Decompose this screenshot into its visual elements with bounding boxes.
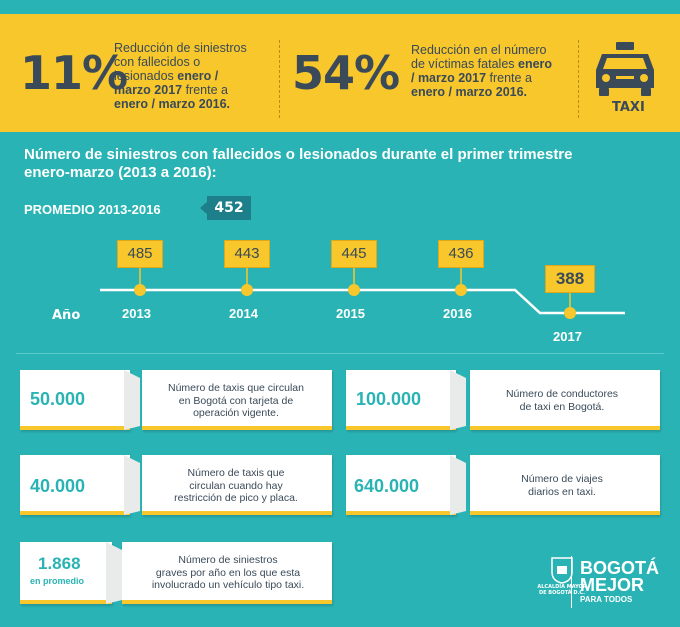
alcaldia-label: ALCALDÍA MAYOR DE BOGOTÁ D.C.: [537, 584, 587, 596]
logo-divider: [571, 556, 572, 608]
section-divider: [16, 353, 664, 354]
value-2017: 388: [545, 265, 595, 293]
card-description: Número de taxis que circulan cuando hay restricción de pico y placa.: [174, 467, 298, 504]
point-2017: [564, 307, 576, 319]
card-taxis-circulan: [20, 370, 332, 430]
value-2016: 436: [438, 240, 484, 268]
year-2017: 2017: [553, 329, 582, 344]
card-number-sub: en promedio: [30, 576, 85, 586]
year-2013: 2013: [122, 306, 151, 321]
point-2014: [241, 284, 253, 296]
value-2013: 485: [117, 240, 163, 268]
para-todos-label: PARA TODOS: [580, 595, 633, 604]
card-siniestros-graves: [20, 542, 332, 604]
stat-11-percent: 11%: [20, 46, 128, 100]
bogota-mejor-logo: BOGOTÁ MEJOR: [580, 558, 659, 595]
year-2015: 2015: [336, 306, 365, 321]
card-number: 40.000: [30, 476, 86, 496]
card-number: 640.000: [354, 476, 420, 496]
card-conductores: [346, 370, 660, 430]
card-pico-placa: [20, 455, 332, 515]
stat1-description: Reducción de siniestros con fallecidos o lesionados enero / marzo 2017 frente a enero / marzo 2016.: [114, 41, 247, 111]
card-description: Número de conductores de taxi en Bogotá.: [505, 388, 619, 413]
promedio-label: PROMEDIO 2013-2016: [24, 202, 161, 217]
stat2-description: Reducción en el número de víctimas fatales enero / marzo 2017 frente a enero / marzo 2016.: [411, 43, 553, 99]
point-2016: [455, 284, 467, 296]
card-number: 100.000: [356, 389, 422, 409]
point-2015: [348, 284, 360, 296]
value-2014: 443: [224, 240, 270, 268]
card-description: Número de taxis que circulan en Bogotá con tarjeta de operación vigente.: [168, 382, 304, 419]
anio-label: Año: [52, 308, 81, 323]
value-2015: 445: [331, 240, 377, 268]
card-viajes: [346, 455, 660, 515]
stat-54-percent: 54%: [292, 46, 400, 100]
year-2016: 2016: [443, 306, 472, 321]
taxi-label: TAXI: [612, 100, 645, 115]
point-2013: [134, 284, 146, 296]
card-description: Número de siniestros graves por año en los que esta involucrado un vehículo tipo taxi.: [151, 554, 305, 591]
card-number: 50.000: [30, 389, 86, 409]
promedio-value: 452: [207, 196, 251, 220]
card-description: Número de viajes diarios en taxi.: [521, 473, 603, 498]
section-title: Número de siniestros con fallecidos o lesionados durante el primer trimestre enero-marzo (2013 a 2016):: [24, 146, 573, 181]
year-2014: 2014: [229, 306, 258, 321]
card-number: 1.868: [38, 554, 81, 573]
